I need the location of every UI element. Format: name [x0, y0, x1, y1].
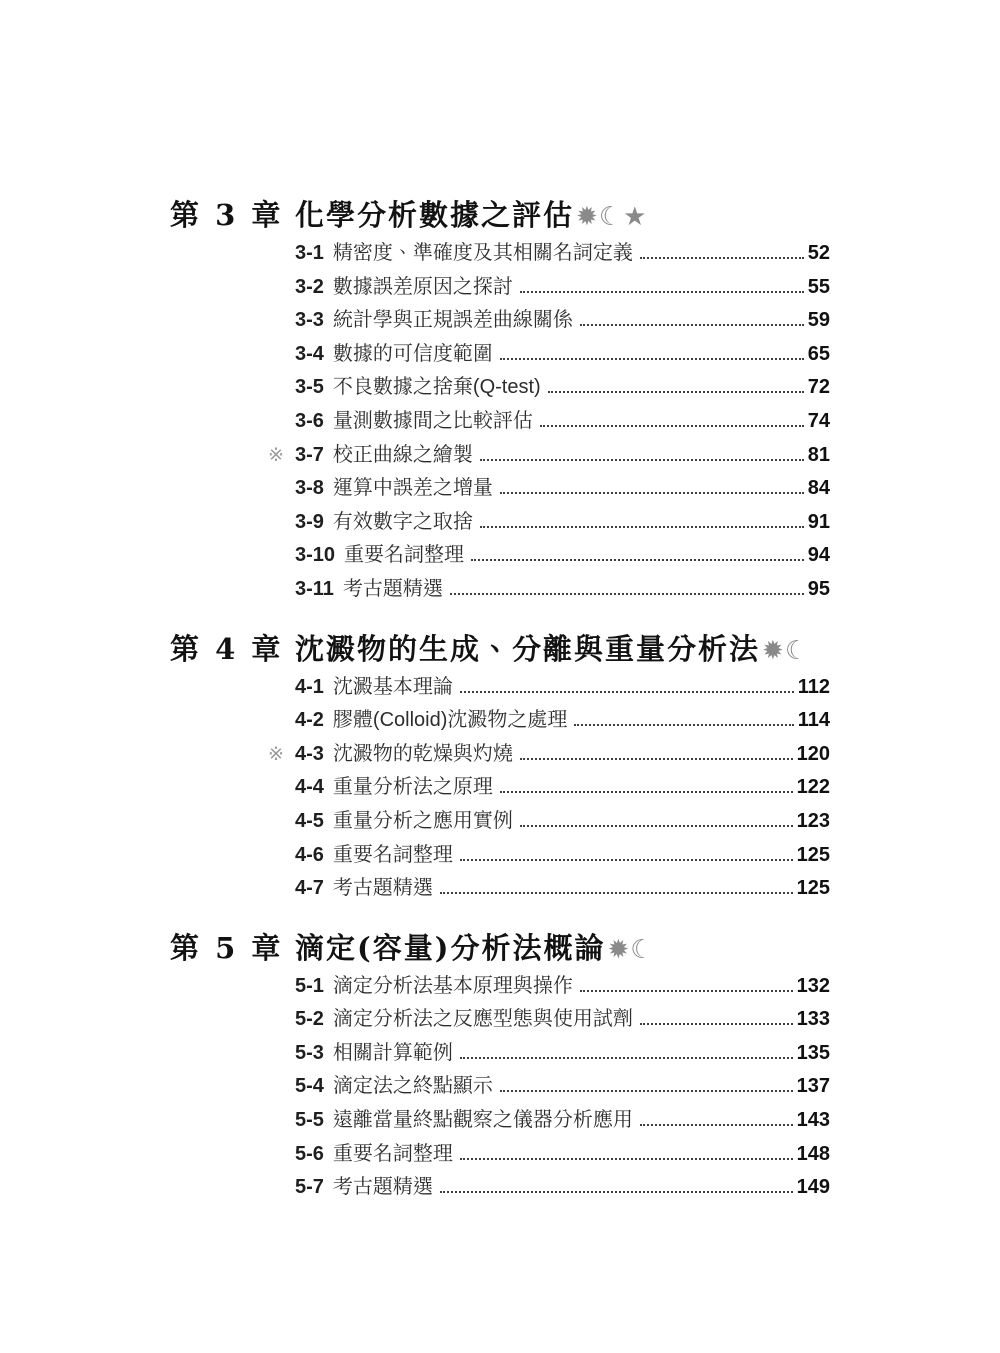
toc-entry	[295, 371, 830, 405]
section-title: 精密度、準確度及其相關名詞定義	[332, 242, 633, 264]
toc-entry	[295, 472, 830, 506]
chapter-entry-list	[295, 970, 830, 1205]
page-number: 81	[807, 443, 830, 466]
toc-entry	[295, 970, 830, 1004]
dot-leader	[520, 757, 793, 760]
toc-entry	[295, 1003, 830, 1037]
chapter-heading	[170, 930, 830, 968]
page-number: 91	[807, 510, 830, 533]
page-number: 149	[796, 1176, 830, 1199]
dot-leader	[440, 891, 793, 894]
section-number: 3-5	[295, 376, 324, 399]
dot-leader	[500, 491, 804, 494]
toc-entry	[295, 1171, 830, 1205]
section-number: 5-6	[295, 1142, 324, 1165]
toc-entry	[295, 237, 830, 271]
chapter-difficulty-icons	[607, 932, 654, 968]
section-number: 4-3	[295, 742, 324, 765]
dot-leader	[480, 525, 804, 528]
section-number: 3-8	[295, 477, 324, 500]
page-number: 143	[796, 1109, 830, 1132]
section-title: 不良數據之捨棄(Q-test)	[332, 376, 541, 399]
sun-icon: ✹	[762, 635, 785, 666]
page-number: 123	[796, 809, 830, 832]
toc-entry	[295, 704, 830, 738]
page-number: 125	[796, 843, 830, 866]
page-number: 125	[796, 877, 830, 900]
chapter-entry-list	[268, 671, 830, 906]
dot-leader	[471, 558, 804, 561]
section-title: 量測數據間之比較評估	[332, 409, 533, 432]
section-number: 4-2	[295, 709, 324, 732]
page-number: 74	[807, 409, 830, 432]
section-title: 校正曲線之繪製	[332, 443, 473, 466]
page-number: 137	[796, 1075, 830, 1098]
toc-entry	[295, 573, 830, 607]
section-title: 有效數字之取捨	[332, 510, 473, 533]
section-title: 考古題精選	[332, 1176, 433, 1199]
toc-entry	[295, 872, 830, 906]
page-number: 114	[797, 709, 830, 732]
toc-entry	[295, 338, 830, 372]
toc-entry	[295, 1070, 830, 1104]
page-number: 148	[796, 1142, 830, 1165]
toc-entry	[295, 506, 830, 540]
dot-leader	[460, 858, 793, 861]
section-title: 數據的可信度範圍	[332, 342, 493, 365]
chapter-heading	[170, 631, 830, 669]
dot-leader	[574, 723, 793, 726]
featured-marker-icon: ※	[268, 743, 284, 765]
toc-entry	[295, 304, 830, 338]
chapter-entry-list	[268, 237, 830, 607]
section-title: 考古題精選	[332, 877, 433, 900]
section-number: 3-9	[295, 510, 324, 533]
star-icon: ★	[623, 202, 648, 232]
chapter-section	[170, 631, 830, 906]
sun-icon: ✹	[576, 202, 599, 232]
section-number: 3-10	[295, 544, 336, 567]
section-number: 3-4	[295, 342, 324, 365]
dot-leader	[500, 790, 793, 793]
section-title: 沈澱基本理論	[332, 675, 453, 698]
dot-leader	[520, 824, 793, 827]
section-title: 重要名詞整理	[332, 1142, 453, 1165]
page-number: 133	[796, 1008, 830, 1031]
section-title: 遠離當量終點觀察之儀器分析應用	[332, 1109, 633, 1132]
moon-icon: ☾	[598, 202, 624, 232]
page-number: 65	[807, 342, 830, 365]
dot-leader	[500, 357, 804, 360]
page-number: 112	[797, 675, 830, 698]
chapter-title: 沈澱物的生成、分離與重量分析法	[295, 631, 761, 666]
page-number: 122	[796, 776, 830, 799]
toc-entry	[295, 805, 830, 839]
section-number: 3-3	[295, 309, 324, 332]
section-title: 膠體(Colloid)沈澱物之處理	[332, 709, 568, 732]
section-number: 3-2	[295, 275, 324, 298]
chapter-section	[170, 930, 830, 1205]
section-title: 數據誤差原因之探討	[332, 275, 513, 298]
dot-leader	[548, 390, 804, 393]
dot-leader	[460, 1056, 793, 1059]
section-number: 3-11	[295, 577, 334, 600]
section-title: 滴定分析法基本原理與操作	[332, 974, 573, 997]
chapter-number-label: 第 5 章	[170, 930, 284, 965]
toc-entry	[268, 439, 830, 473]
page-number: 95	[807, 577, 830, 600]
section-title: 相關計算範例	[332, 1041, 453, 1064]
section-number: 4-5	[295, 809, 324, 832]
dot-leader	[640, 1022, 793, 1025]
section-number: 5-5	[295, 1109, 324, 1132]
toc-entry	[295, 539, 830, 573]
moon-icon: ☾	[784, 635, 810, 666]
chapter-section	[170, 197, 830, 607]
section-title: 沈澱物的乾燥與灼燒	[332, 742, 513, 765]
dot-leader	[500, 1089, 793, 1092]
dot-leader	[540, 424, 804, 427]
dot-leader	[450, 592, 804, 595]
section-title: 重要名詞整理	[332, 843, 453, 866]
toc-entry	[295, 839, 830, 873]
section-title: 重要名詞整理	[344, 544, 465, 567]
section-number: 4-1	[295, 675, 324, 698]
toc-entry	[295, 271, 830, 305]
chapter-number-label: 第 3 章	[170, 198, 284, 232]
page-number: 84	[807, 477, 830, 500]
chapter-heading	[170, 197, 830, 235]
toc-entry	[295, 1037, 830, 1071]
toc-entry	[295, 1138, 830, 1172]
toc-entry	[295, 1104, 830, 1138]
section-title: 考古題精選	[342, 577, 443, 600]
section-number: 5-4	[295, 1075, 324, 1098]
toc-entry	[268, 738, 830, 772]
chapter-title: 化學分析數據之評估	[295, 198, 575, 232]
dot-leader	[460, 690, 794, 693]
page-number: 135	[796, 1041, 830, 1064]
page-number: 72	[807, 376, 830, 399]
page-number: 52	[807, 242, 830, 264]
section-number: 3-7	[295, 443, 324, 466]
section-title: 重量分析法之原理	[332, 776, 493, 799]
dot-leader	[640, 256, 804, 259]
page-number: 132	[796, 974, 830, 997]
dot-leader	[580, 323, 804, 326]
toc-entry	[295, 671, 830, 705]
section-number: 4-7	[295, 877, 324, 900]
chapter-difficulty-icons	[576, 199, 647, 235]
toc-entry	[295, 771, 830, 805]
section-title: 運算中誤差之增量	[332, 477, 493, 500]
featured-marker-icon: ※	[268, 444, 284, 466]
section-number: 4-6	[295, 843, 324, 866]
chapter-title: 滴定(容量)分析法概論	[295, 930, 606, 965]
section-number: 5-1	[295, 974, 324, 997]
dot-leader	[460, 1157, 793, 1160]
dot-leader	[580, 989, 793, 992]
section-number: 4-4	[295, 776, 324, 799]
section-title: 統計學與正規誤差曲線關係	[332, 309, 573, 332]
section-number: 5-2	[295, 1008, 324, 1031]
section-number: 5-3	[295, 1041, 324, 1064]
section-title: 滴定法之終點顯示	[332, 1075, 493, 1098]
toc-entry	[295, 405, 830, 439]
page-number: 55	[807, 275, 830, 298]
section-number: 3-1	[295, 242, 324, 264]
section-title: 滴定分析法之反應型態與使用試劑	[332, 1008, 633, 1031]
dot-leader	[640, 1123, 793, 1126]
dot-leader	[480, 458, 804, 461]
dot-leader	[520, 290, 804, 293]
chapter-number-label: 第 4 章	[170, 631, 284, 666]
sun-icon: ✹	[607, 934, 631, 965]
chapter-difficulty-icons	[762, 633, 809, 669]
page-number: 94	[807, 544, 830, 567]
page-number: 120	[796, 742, 830, 765]
dot-leader	[440, 1190, 793, 1193]
toc-chapter-list	[170, 197, 830, 1205]
moon-icon: ☾	[630, 934, 655, 965]
section-title: 重量分析之應用實例	[332, 809, 513, 832]
section-number: 3-6	[295, 409, 324, 432]
section-number: 5-7	[295, 1176, 324, 1199]
page-number: 59	[807, 309, 830, 332]
